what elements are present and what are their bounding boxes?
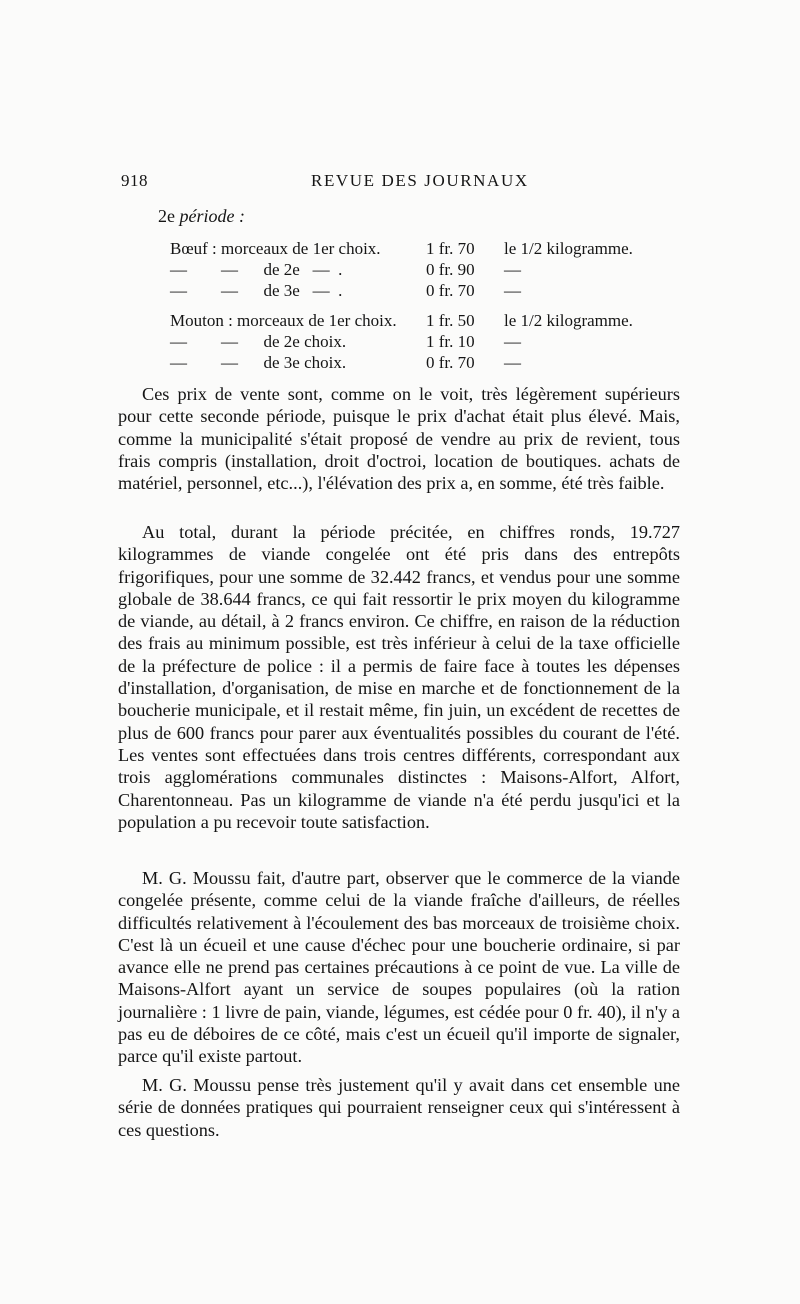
- period-heading: [158, 206, 245, 227]
- price-item: Bœuf : morceaux de 1er choix.: [170, 239, 381, 258]
- paragraph-moussu-observation: M. G. Moussu fait, d'autre part, observer que le commerce de la viande congelée présente, comme celui de la viande fraîche d'ailleurs, de réelles difficultés relativement à l'écoulement des bas morceaux de troisième choix. C'est là un écueil et une cause d'échec pour une boucherie ordinaire, si par avance elle ne prend pas certaines précautions à ce point de vue. La ville de Maisons-Alfort ayant un service de soupes populaires (où la ration journalière : 1 livre de pain, viande, légumes, est cédée pour 0 fr. 40), il n'y a pas eu de déboires de ce côté, mais c'est un écueil qu'il importe de signaler, parce qu'il existe partout.: [118, 868, 680, 1067]
- price-unit: le 1/2 kilogramme.: [504, 239, 633, 258]
- period-label: période :: [179, 206, 245, 226]
- paragraph-totals: Au total, durant la période précitée, en chiffres ronds, 19.727 kilogrammes de viande congelée ont été pris dans des entrepôts frigorifiques, pour une somme de 32.442 francs, et vendus pour une somme globale de 38.644 francs, ce qui fait ressortir le prix moyen du kilogramme de viande, au détail, à 2 francs environ. Ce chiffre, en raison de la réduction des frais au minimum possible, est très inférieur à celui de la taxe officielle de la préfecture de police : il a permis de faire face à toutes les dépenses d'installation, d'organisation, de mise en marche et de fonctionnement de la boucherie municipale, et il restait même, fin juin, un excédent de recettes de plus de 600 francs pour parer aux éventualités possibles du courant de l'été. Les ventes sont effectuées dans trois centres différents, correspondant aux trois agglomérations communales distinctes : Maisons-Alfort, Alfort, Charentonneau. Pas un kilogramme de viande n'a été perdu jusqu'ici et la population a pu recevoir toute satisfaction.: [118, 522, 680, 832]
- price-item: — — de 2e — .: [170, 260, 343, 279]
- paragraph-price-comment: Ces prix de vente sont, comme on le voit, très légèrement supérieurs pour cette seconde période, puisque le prix d'achat était plus élevé. Mais, comme la municipalité s'était proposé de vendre au prix de revient, tous frais compris (installation, droit d'octroi, location de boutiques. achats de matériel, personnel, etc...), l'élévation des prix a, en somme, été très faible.: [118, 384, 680, 494]
- running-title: REVUE DES JOURNAUX: [311, 171, 529, 190]
- price-item: — — de 3e choix.: [170, 353, 347, 372]
- price-item: Mouton : morceaux de 1er choix.: [170, 311, 397, 330]
- price-unit: —: [504, 281, 521, 300]
- price-value: 0 fr. 90: [426, 260, 475, 279]
- paragraph-moussu-conclusion: M. G. Moussu pense très justement qu'il y avait dans cet ensemble une série de données pratiques qui pourraient renseigner ceux qui s'intéressent à ces questions.: [118, 1075, 680, 1140]
- price-unit: —: [504, 332, 521, 351]
- price-value: 1 fr. 70: [426, 239, 475, 258]
- price-item: — — de 2e choix.: [170, 332, 347, 351]
- price-value: 0 fr. 70: [426, 353, 475, 372]
- price-unit: —: [504, 353, 521, 372]
- price-unit: —: [504, 260, 521, 279]
- price-value: 0 fr. 70: [426, 281, 475, 300]
- price-value: 1 fr. 50: [426, 311, 475, 330]
- price-unit: le 1/2 kilogramme.: [504, 311, 633, 330]
- price-value: 1 fr. 10: [426, 332, 475, 351]
- page-number: 918: [121, 171, 148, 190]
- period-number: 2e: [158, 206, 180, 226]
- price-item: — — de 3e — .: [170, 281, 343, 300]
- page-header: [121, 171, 681, 193]
